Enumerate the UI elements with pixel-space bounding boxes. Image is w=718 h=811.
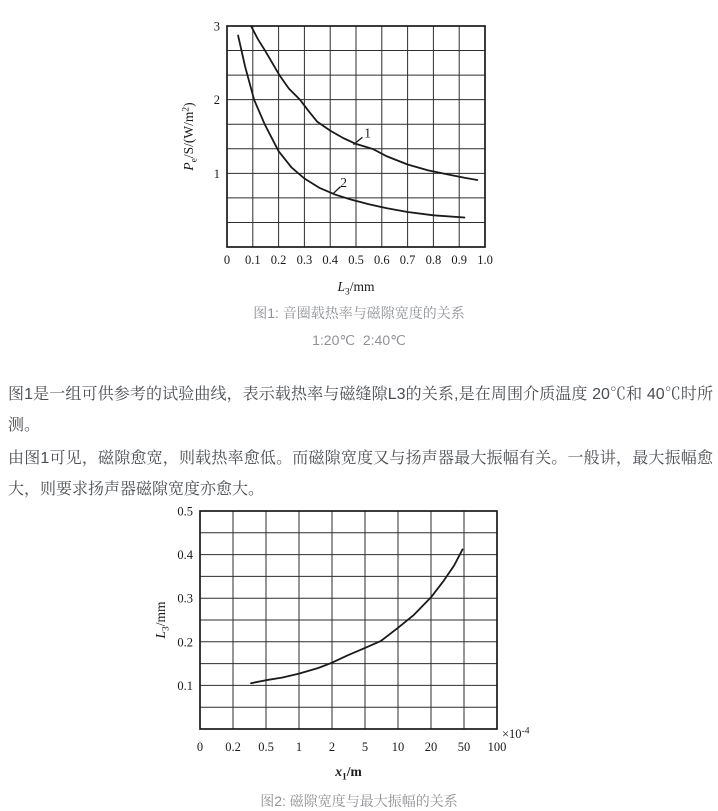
figure1-chart [180, 8, 540, 300]
figure1-caption: 图1: 音圈载热率与磁隙宽度的关系 [253, 305, 465, 321]
svg-text:2: 2 [328, 740, 336, 754]
svg-text:1: 1 [295, 740, 303, 754]
series-curve-1 [251, 26, 477, 180]
y-axis-title: $L_3/mm$ [153, 601, 172, 639]
svg-text:0.2: 0.2 [270, 253, 287, 267]
chart2-svg [150, 503, 580, 790]
y-axis-tick-labels [214, 20, 220, 181]
svg-text:0.8: 0.8 [425, 253, 442, 267]
grid-lines [227, 26, 485, 247]
svg-text:0.1: 0.1 [177, 678, 193, 693]
curve-label-1: 1 [364, 125, 371, 141]
svg-text:1.0: 1.0 [477, 253, 493, 267]
svg-text:0.2: 0.2 [177, 635, 193, 650]
y-axis-tick-labels [177, 505, 193, 693]
svg-text:0.3: 0.3 [177, 591, 193, 606]
y-axis-title: $P_e/S/(W/m^2)$ [181, 102, 200, 171]
figure2-caption: 图2: 磁隙宽度与最大振幅的关系 [260, 793, 458, 809]
svg-text:50: 50 [457, 740, 471, 754]
chart1-svg [180, 8, 540, 300]
svg-text:0.9: 0.9 [451, 253, 468, 267]
svg-text:0.6: 0.6 [373, 253, 390, 267]
figure2-chart [150, 503, 580, 790]
svg-text:0.4: 0.4 [322, 253, 339, 267]
x-axis-tick-labels [224, 253, 493, 267]
svg-text:2: 2 [213, 93, 220, 108]
svg-text:10: 10 [391, 740, 405, 754]
svg-text:0.5: 0.5 [348, 253, 364, 267]
figure1-legend-note: 1:20℃ 2:40℃ [312, 332, 406, 348]
svg-text:0.4: 0.4 [177, 548, 193, 563]
svg-text:5: 5 [361, 740, 369, 754]
svg-text:0.7: 0.7 [399, 253, 416, 267]
svg-text:3: 3 [213, 19, 220, 34]
svg-text:0.3: 0.3 [296, 253, 313, 267]
x-axis-unit-note: $\times 10^{-4}$ [502, 726, 530, 741]
svg-text:0.1: 0.1 [244, 253, 261, 267]
paragraph-2: 由图1可见，磁隙愈宽，则载热率愈低。而磁隙宽度又与扬声器最大振幅有关。一般讲，最大振幅愈大，则要求扬声器磁隙宽度亦愈大。 [8, 450, 713, 498]
grid-lines [200, 511, 497, 729]
svg-text:0: 0 [196, 740, 204, 754]
paragraph-1: 图1是一组可供参考的试验曲线，表示载热率与磁缝隙L3的关系,是在周围介质温度 20℃和 40℃时所测。 [8, 386, 713, 434]
svg-text:20: 20 [424, 740, 438, 754]
x-axis-title: $x_1/m$ [335, 764, 362, 783]
svg-text:0.5: 0.5 [258, 740, 274, 754]
curve-label-leader-1 [353, 137, 362, 144]
svg-text:100: 100 [487, 740, 507, 754]
svg-text:1: 1 [213, 166, 220, 181]
x-axis-title: $L_3/mm$ [337, 279, 375, 298]
svg-text:0.5: 0.5 [177, 504, 193, 519]
curve-label-2: 2 [340, 174, 347, 190]
svg-text:0: 0 [223, 253, 231, 267]
svg-text:0.2: 0.2 [225, 740, 241, 754]
x-axis-tick-labels [197, 740, 507, 754]
